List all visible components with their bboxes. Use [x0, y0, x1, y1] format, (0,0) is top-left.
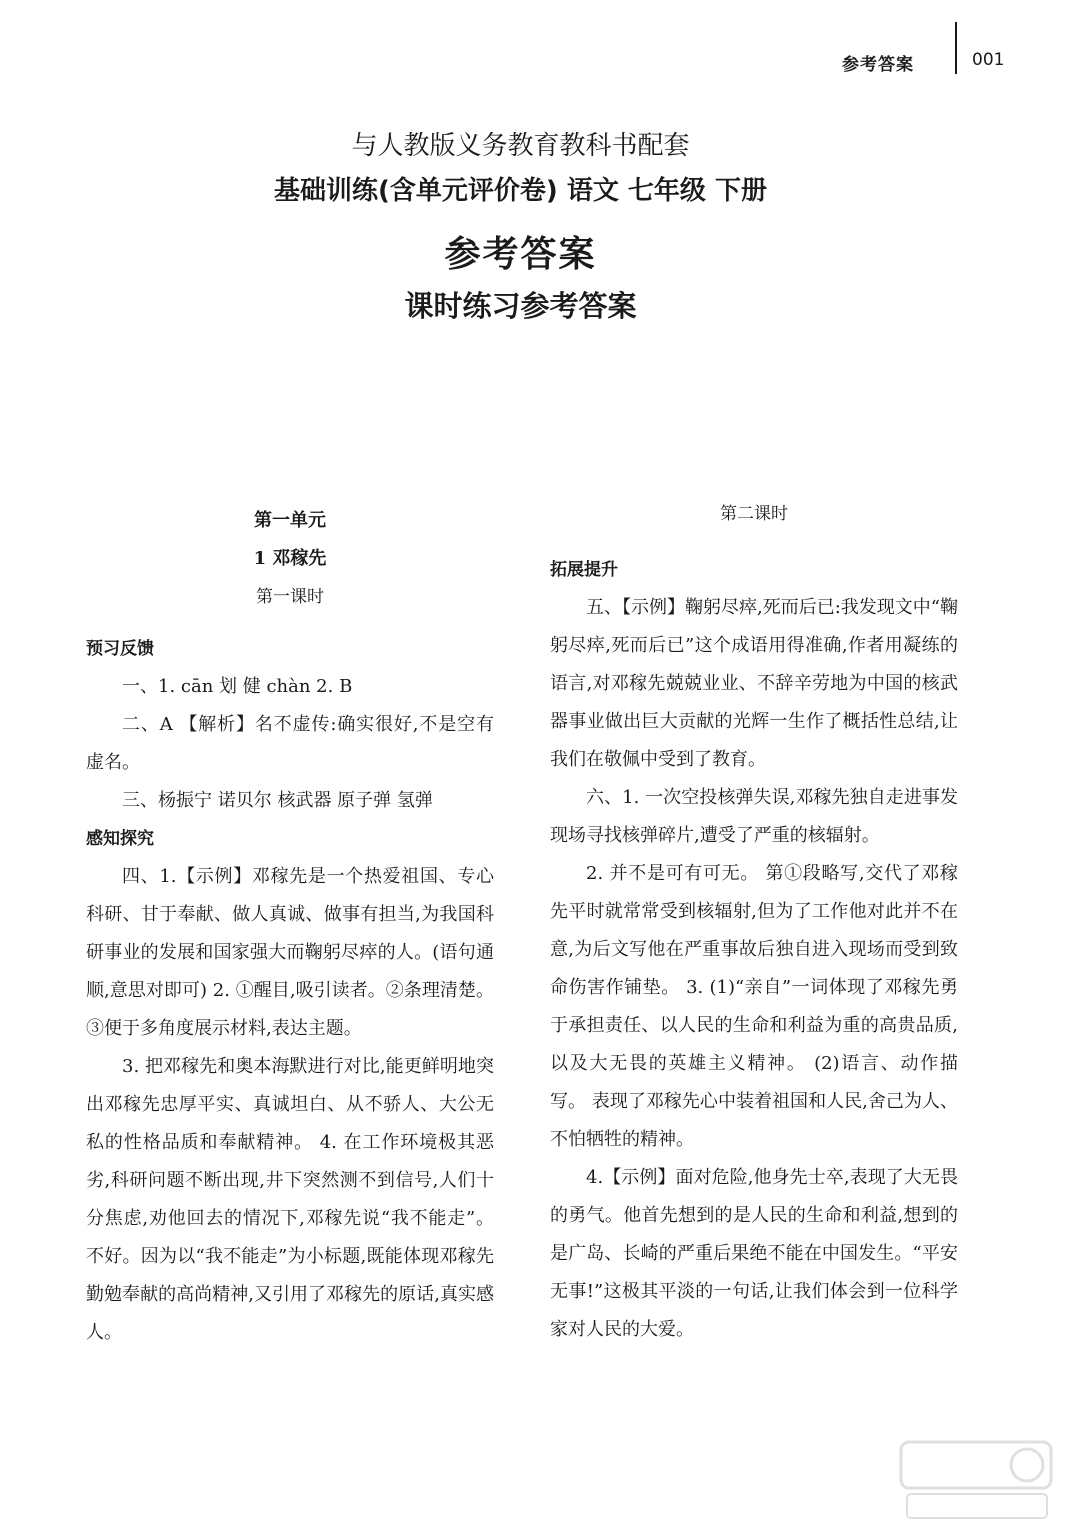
- section-heading: 预习反馈: [86, 639, 154, 659]
- subtitle-textbook: 与人教版义务教育教科书配套: [351, 131, 690, 161]
- section-heading: 拓展提升: [550, 560, 618, 580]
- answer-paragraph: 一、1. cān 划 健 chàn 2. B: [122, 676, 353, 697]
- section-title: 课时练习参考答案: [404, 289, 637, 323]
- answer-paragraph: 3. 把邓稼先和奥本海默进行对比,能更鲜明地突出邓稼先忠厚平实、真诚坦白、从不骄人、大公无私的性格品质和奉献精神。 4. 在工作环境极其恶劣,科研问题不断出现,井下突然测不到信号,人们十分焦虑,劝他回去的情况下,邓稼先说“我不能走”。 不好。因为以“我不能走”为小标题,既能体现邓稼先勤勉奉献的高尚精神,又引用了邓稼先的原话,真实感人。: [86, 1056, 494, 1343]
- header-divider: [955, 22, 957, 74]
- answer-paragraph: 五、【示例】鞠躬尽瘁,死而后已:我发现文中“鞠躬尽瘁,死而后已”这个成语用得准确,作者用凝练的语言,对邓稼先兢兢业业、不辞辛劳地为中国的核武器事业做出巨大贡献的光辉一生作了概括性总结,让我们在敬佩中受到了教育。: [550, 597, 958, 770]
- left-column: [86, 502, 494, 1352]
- answer-paragraph: 四、1.【示例】邓稼先是一个热爱祖国、专心科研、甘于奉献、做人真诚、做事有担当,为我国科研事业的发展和国家强大而鞠躬尽瘁的人。(语句通顺,意思对即可) 2. ①醒目,吸引读者。②条理清楚。③便于多角度展示材料,表达主题。: [86, 866, 494, 1039]
- answer-paragraph: 2. 并不是可有可无。 第①段略写,交代了邓稼先平时就常常受到核辐射,但为了工作他对此并不在意,为后文写他在严重事故后独自进入现场而受到致命伤害作铺垫。 3. (1)“亲自”一词体现了邓稼先勇于承担责任、以人民的生命和利益为重的高贵品质,以及大无畏的英雄主义精神。 (2)语言、动作描写。 表现了邓稼先心中装着祖国和人民,舍己为人、不怕牺牲的精神。: [550, 863, 958, 1150]
- answer-paragraph: 4.【示例】面对危险,他身先士卒,表现了大无畏的勇气。他首先想到的是人民的生命和利益,想到的是广岛、长崎的严重后果绝不能在中国发生。“平安无事!”这极其平淡的一句话,让我们体会到一位科学家对人民的大爱。: [550, 1167, 958, 1340]
- book-title: 基础训练(含单元评价卷) 语文 七年级 下册: [274, 176, 767, 206]
- unit-heading: 第一单元: [254, 510, 326, 531]
- period-heading: 第一课时: [256, 587, 324, 607]
- watermark-logo: [897, 1436, 1057, 1526]
- header-label: 参考答案: [842, 55, 914, 75]
- answer-paragraph: 六、1. 一次空投核弹失误,邓稼先独自走进事发现场寻找核弹碎片,遭受了严重的核辐射。: [550, 787, 958, 846]
- section-heading: 感知探究: [86, 829, 154, 849]
- page-number: 001: [972, 50, 1005, 70]
- right-column: [550, 495, 958, 1349]
- period-heading: 第二课时: [720, 504, 788, 524]
- lesson-heading: 1 邓稼先: [253, 548, 327, 569]
- answer-paragraph: 三、杨振宁 诺贝尔 核武器 原子弹 氢弹: [122, 790, 433, 811]
- page-title: 参考答案: [444, 234, 597, 275]
- answer-paragraph: 二、A 【解析】名不虚传:确实很好,不是空有虚名。: [86, 714, 494, 773]
